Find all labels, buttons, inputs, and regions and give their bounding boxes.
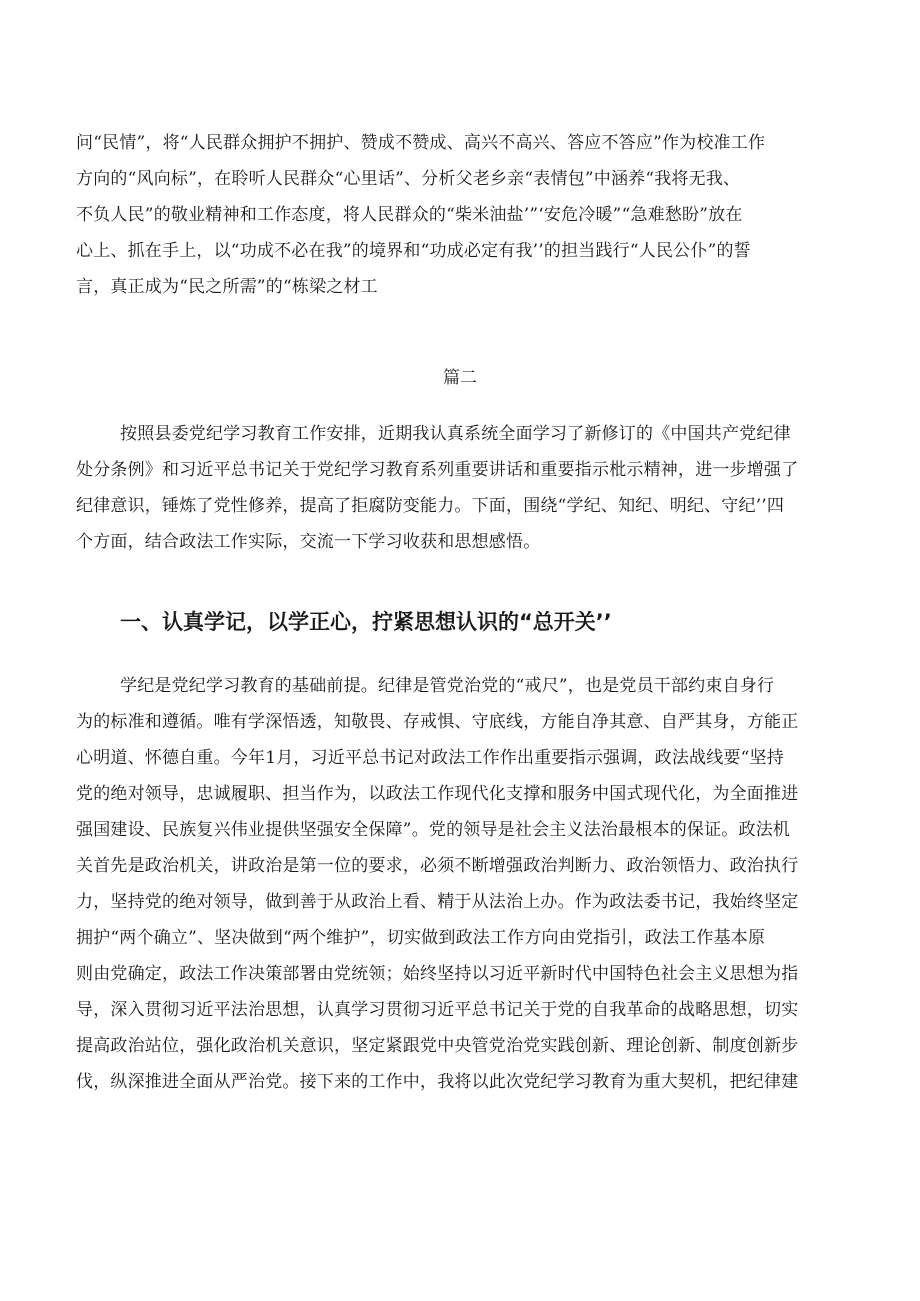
paragraph-line: 方向的“风向标”，在聆听人民群众“心里话”、分析父老乡亲“表情包”中涵养“我将无我、 [76, 169, 741, 189]
paragraph-line: 个方面，结合政法工作实际，交流一下学习收获和思想感悟。 [76, 532, 541, 552]
paragraph-line: 强国建设、民族复兴伟业提供坚强安全保障”。党的领导是社会主义法治最根本的保证。政法机 [76, 820, 791, 840]
paragraph-line: 处分条例》和习近平总书记关于党纪学习教育系列重要讲话和重要指示枇示精神，进一步增强了 [76, 460, 799, 480]
paragraph-line: 力，坚持党的绝对领导，做到善于从政治上看、精于从法治上办。作为政法委书记，我始终坚定 [76, 892, 799, 912]
paragraph-line: 学纪是党纪学习教育的基础前提。纪律是管党治党的“戒尺”，也是党员干部约束自身行 [120, 676, 775, 696]
paragraph-2 [76, 416, 852, 560]
section-heading: 一、认真学记，以学正心，拧紧思想认识的“总开关’’ [120, 610, 612, 634]
paragraph-line: 为的标准和遵循。唯有学深悟透，知敬畏、存戒惧、守底线，方能自净其意、自严其身，方能正 [76, 712, 799, 732]
section-title: 篇二 [443, 368, 477, 388]
paragraph-3 [76, 668, 852, 1100]
paragraph-line: 党的绝对领导，忠诚履职、担当作为，以政法工作现代化支撑和服务中国式现代化，为全面推进 [76, 784, 799, 804]
paragraph-line: 不负人民”的敬业精神和工作态度，将人民群众的“柴米油盐’”‘安危冷暖”“急难愁盼”放在 [76, 205, 743, 225]
paragraph-1 [76, 125, 852, 305]
paragraph-line: 导，深入贯彻习近平法治思想，认真学习贯彻习近平总书记关于党的自我革命的战略思想，切实 [76, 1000, 799, 1020]
paragraph-line: 言，真正成为“民之所需”的“栋梁之材工 [76, 277, 378, 297]
paragraph-line: 伐，纵深推进全面从严治党。接下来的工作中，我将以此次党纪学习教育为重大契机，把纪律建 [76, 1072, 799, 1092]
paragraph-line: 纪律意识，锤炼了党性修养，提高了拒腐防变能力。下面，围绕“学纪、知纪、明纪、守纪’’四 [76, 496, 785, 516]
paragraph-line: 心上、抓在手上，以“功成不必在我”的境界和“功成必定有我’’的担当践行“人民公仆”的誓 [76, 241, 751, 261]
paragraph-line: 则由党确定，政法工作决策部署由党统领；始终坚持以习近平新时代中国特色社会主义思想为指 [76, 964, 799, 984]
paragraph-line: 心明道、怀德自重。今年1月，习近平总书记对政法工作作出重要指示强调，政法战线要“坚持 [76, 748, 784, 768]
paragraph-line: 问“民情”，将“人民群众拥护不拥护、赞成不赞成、高兴不高兴、答应不答应”作为校准工作 [76, 133, 766, 153]
paragraph-line: 提高政治站位，强化政治机关意识，坚定紧跟党中央管党治党实践创新、理论创新、制度创新步 [76, 1036, 799, 1056]
paragraph-line: 关首先是政治机关，讲政治是第一位的要求，必须不断增强政治判断力、政治领悟力、政治执行 [76, 856, 799, 876]
paragraph-line: 拥护“两个确立”、坚决做到“两个维护”，切实做到政法工作方向由党指引，政法工作基本原 [76, 928, 766, 948]
paragraph-line: 按照县委党纪学习教育工作安排，近期我认真系统全面学习了新修订的《中国共产党纪律 [120, 424, 791, 444]
